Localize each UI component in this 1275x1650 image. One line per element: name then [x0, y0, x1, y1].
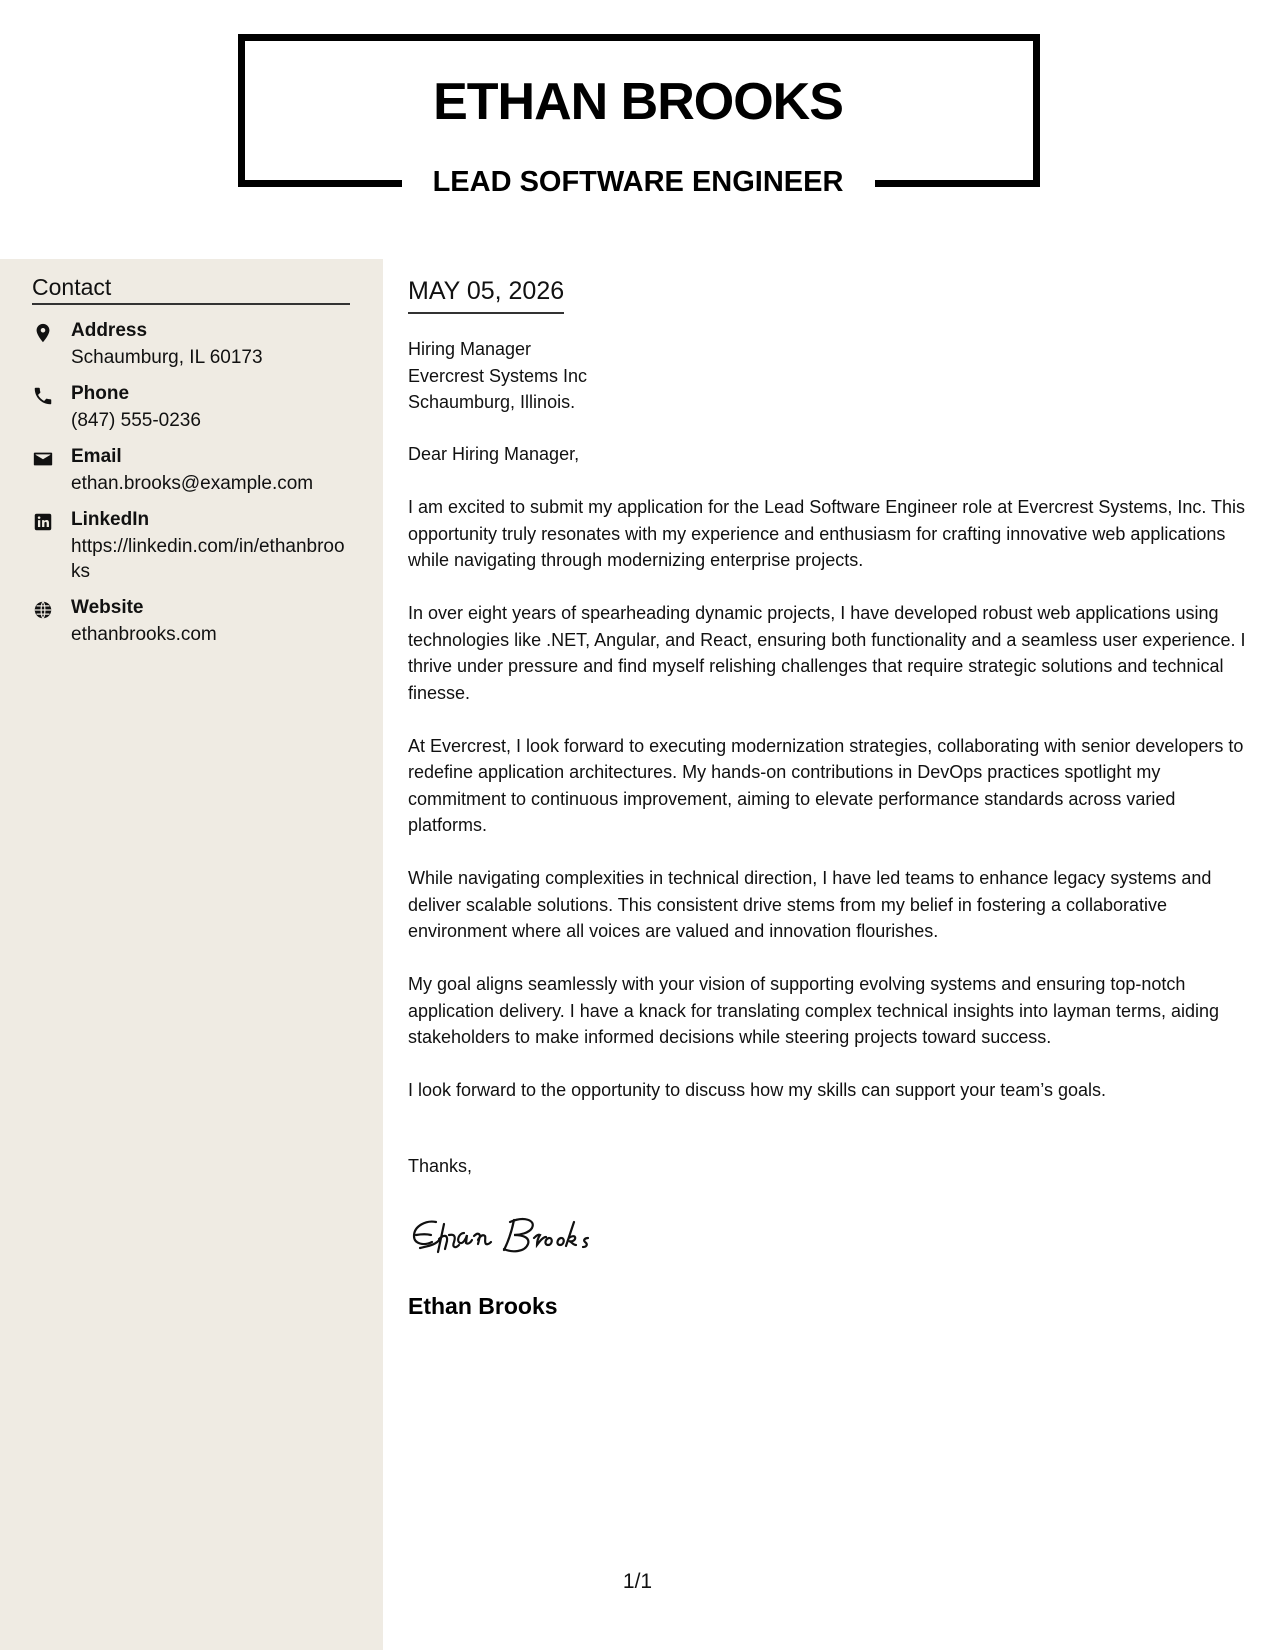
contact-email-value: ethan.brooks@example.com	[71, 473, 314, 494]
paragraph: While navigating complexities in technical direction, I have led teams to enhance legacy systems and deliver scalable solutions. This consistent drive stems from my belief in fostering a collaborative environment where all voices are valued and innovation flourishes.	[408, 868, 1212, 941]
contact-sidebar	[0, 259, 383, 1650]
linkedin-icon	[32, 511, 54, 533]
contact-website-value[interactable]: ethanbrooks.com	[71, 624, 217, 645]
contact-heading: Contact	[32, 274, 350, 305]
recipient-block	[408, 336, 1253, 416]
contact-address-label: Address	[71, 320, 148, 341]
contact-address-value: Schaumburg, IL 60173	[71, 347, 263, 368]
closing: Thanks,	[408, 1156, 473, 1176]
recipient-location: Schaumburg, Illinois.	[408, 392, 576, 412]
contact-phone-value: (847) 555-0236	[71, 410, 201, 431]
letter-body	[408, 494, 1253, 1130]
envelope-icon	[32, 448, 54, 470]
contact-linkedin-label: LinkedIn	[71, 509, 150, 530]
contact-email-label: Email	[71, 446, 122, 467]
letter-date: MAY 05, 2026	[408, 277, 564, 314]
contact-phone-label: Phone	[71, 383, 130, 404]
globe-icon	[32, 599, 54, 621]
page-number: 1/1	[622, 1570, 653, 1593]
contact-website-label: Website	[71, 597, 144, 618]
handwritten-signature	[406, 1208, 636, 1268]
phone-icon	[32, 385, 54, 407]
paragraph: In over eight years of spearheading dynamic projects, I have developed robust web applications using technologies like .NET, Angular, and React, ensuring both functionality and a seamless user experience. I thrive under pressure and find myself relishing challenges that require strategic solutions and technical finesse.	[408, 603, 1246, 703]
job-title: LEAD SOFTWARE ENGINEER	[432, 166, 844, 198]
recipient-title: Hiring Manager	[408, 339, 532, 359]
paragraph: At Evercrest, I look forward to executing modernization strategies, collaborating with senior developers to redefine application architectures. My hands-on contributions in DevOps practices spotlight my commitment to continuous improvement, aiming to elevate performance standards across varied platforms.	[408, 735, 1244, 835]
paragraph: I look forward to the opportunity to discuss how my skills can support your team’s goals.	[408, 1080, 1106, 1100]
salutation: Dear Hiring Manager,	[408, 444, 580, 464]
location-pin-icon	[32, 322, 54, 344]
paragraph: I am excited to submit my application for the Lead Software Engineer role at Evercrest Systems, Inc. This opportunity truly resonates with my experience and enthusiasm for crafting innovative web applications while navigating through modernizing enterprise projects.	[408, 497, 1246, 570]
signed-name: Ethan Brooks	[408, 1293, 558, 1319]
paragraph: My goal aligns seamlessly with your vision of supporting evolving systems and ensuring top-notch application delivery. I have a knack for translating complex technical insights into layman terms, aiding stakeholders to make informed decisions while steering projects toward success.	[408, 974, 1220, 1047]
recipient-company: Evercrest Systems Inc	[408, 365, 588, 386]
applicant-name: ETHAN BROOKS	[433, 73, 843, 131]
contact-linkedin-value[interactable]: https://linkedin.com/in/ethanbrooks	[71, 536, 345, 582]
